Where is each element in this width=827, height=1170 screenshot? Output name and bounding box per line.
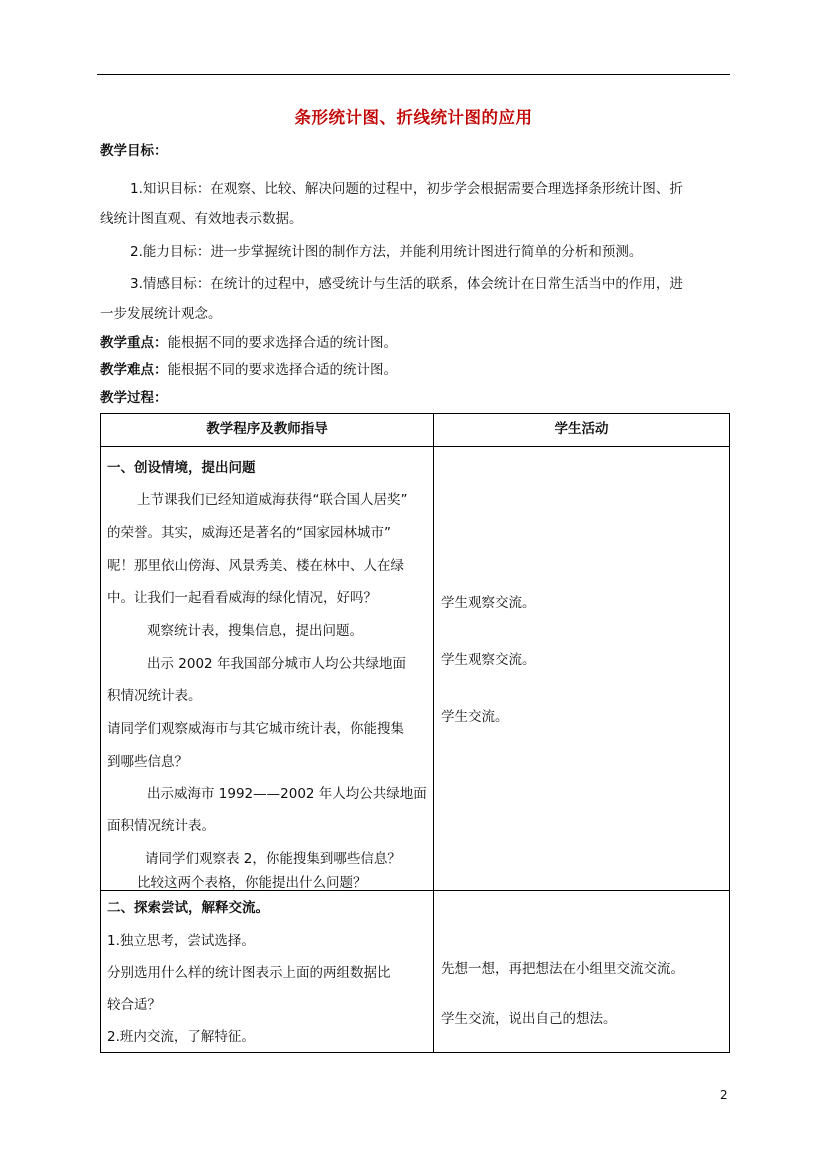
student-activity: 先想一想，再把想法在小组里交流交流。	[441, 961, 684, 977]
student-activity: 学生交流。	[441, 709, 509, 725]
table-header-row	[101, 414, 730, 447]
row1-line: 到哪些信息？	[107, 754, 188, 770]
row1-line: 中。让我们一起看看威海的绿化情况，好吗？	[107, 590, 377, 606]
lesson-table	[100, 413, 730, 1053]
row1-line: 观察统计表，搜集信息，提出问题。	[147, 623, 363, 639]
row2-line: 2.班内交流，了解特征。	[107, 1029, 255, 1045]
row1-teacher-cell	[101, 447, 433, 890]
page-title: 条形统计图、折线统计图的应用	[294, 108, 533, 127]
header-rule	[97, 74, 730, 75]
student-activity: 学生观察交流。	[441, 652, 536, 668]
table-row	[101, 447, 730, 891]
row1-line: 请同学们观察表 2，你能搜集到哪些信息？	[145, 851, 401, 867]
key-label: 教学重点：	[100, 335, 168, 351]
goals-heading: 教学目标：	[100, 143, 168, 159]
row1-line: 请同学们观察威海市与其它城市统计表，你能搜集	[107, 721, 404, 737]
row1-heading: 一、创设情境，提出问题	[107, 460, 256, 476]
student-activity: 学生交流，说出自己的想法。	[441, 1011, 617, 1027]
diff-label: 教学难点：	[100, 362, 168, 378]
row2-line: 较合适？	[107, 997, 161, 1013]
row2-line: 1.独立思考，尝试选择。	[107, 933, 255, 949]
goal2: 2.能力目标：进一步掌握统计图的制作方法，并能利用统计图进行简单的分析和预测。	[130, 244, 643, 260]
table-row	[101, 891, 730, 1053]
student-activity: 学生观察交流。	[441, 595, 536, 611]
goal3-line2: 一步发展统计观念。	[100, 306, 222, 322]
page-number: 2	[720, 1088, 728, 1102]
row1-line: 的荣誉。其实，威海还是著名的“国家园林城市”	[107, 525, 391, 541]
row1-line: 呢！那里依山傍海、风景秀美、楼在林中、人在绿	[107, 558, 404, 574]
col2-header: 学生活动	[434, 414, 730, 447]
row1-line: 积情况统计表。	[107, 688, 202, 704]
goal1-line2: 线统计图直观、有效地表示数据。	[100, 211, 303, 227]
difficult-point	[100, 358, 397, 378]
row1-line: 比较这两个表格，你能提出什么问题？	[137, 875, 367, 891]
row2-line: 分别选用什么样的统计图表示上面的两组数据比	[107, 965, 391, 981]
diff-text: 能根据不同的要求选择合适的统计图。	[167, 362, 397, 378]
row1-line: 出示威海市 1992——2002 年人均公共绿地面	[147, 786, 427, 802]
row1-line: 面积情况统计表。	[107, 818, 215, 834]
row2-heading: 二、探索尝试，解释交流。	[107, 900, 269, 916]
row1-student-cell	[434, 447, 729, 890]
process-heading: 教学过程：	[100, 390, 168, 406]
row2-teacher-cell	[101, 891, 433, 1052]
col1-header: 教学程序及教师指导	[101, 414, 434, 447]
key-point	[100, 331, 397, 351]
row1-line: 上节课我们已经知道威海获得“联合国人居奖”	[137, 492, 408, 508]
goal1-line1: 1.知识目标：在观察、比较、解决问题的过程中，初步学会根据需要合理选择条形统计图、折	[130, 181, 683, 197]
key-text: 能根据不同的要求选择合适的统计图。	[167, 335, 397, 351]
row2-student-cell	[434, 891, 729, 1052]
goal3-line1: 3.情感目标：在统计的过程中，感受统计与生活的联系，体会统计在日常生活当中的作用，进	[130, 276, 683, 292]
row1-line: 出示 2002 年我国部分城市人均公共绿地面	[147, 656, 406, 672]
